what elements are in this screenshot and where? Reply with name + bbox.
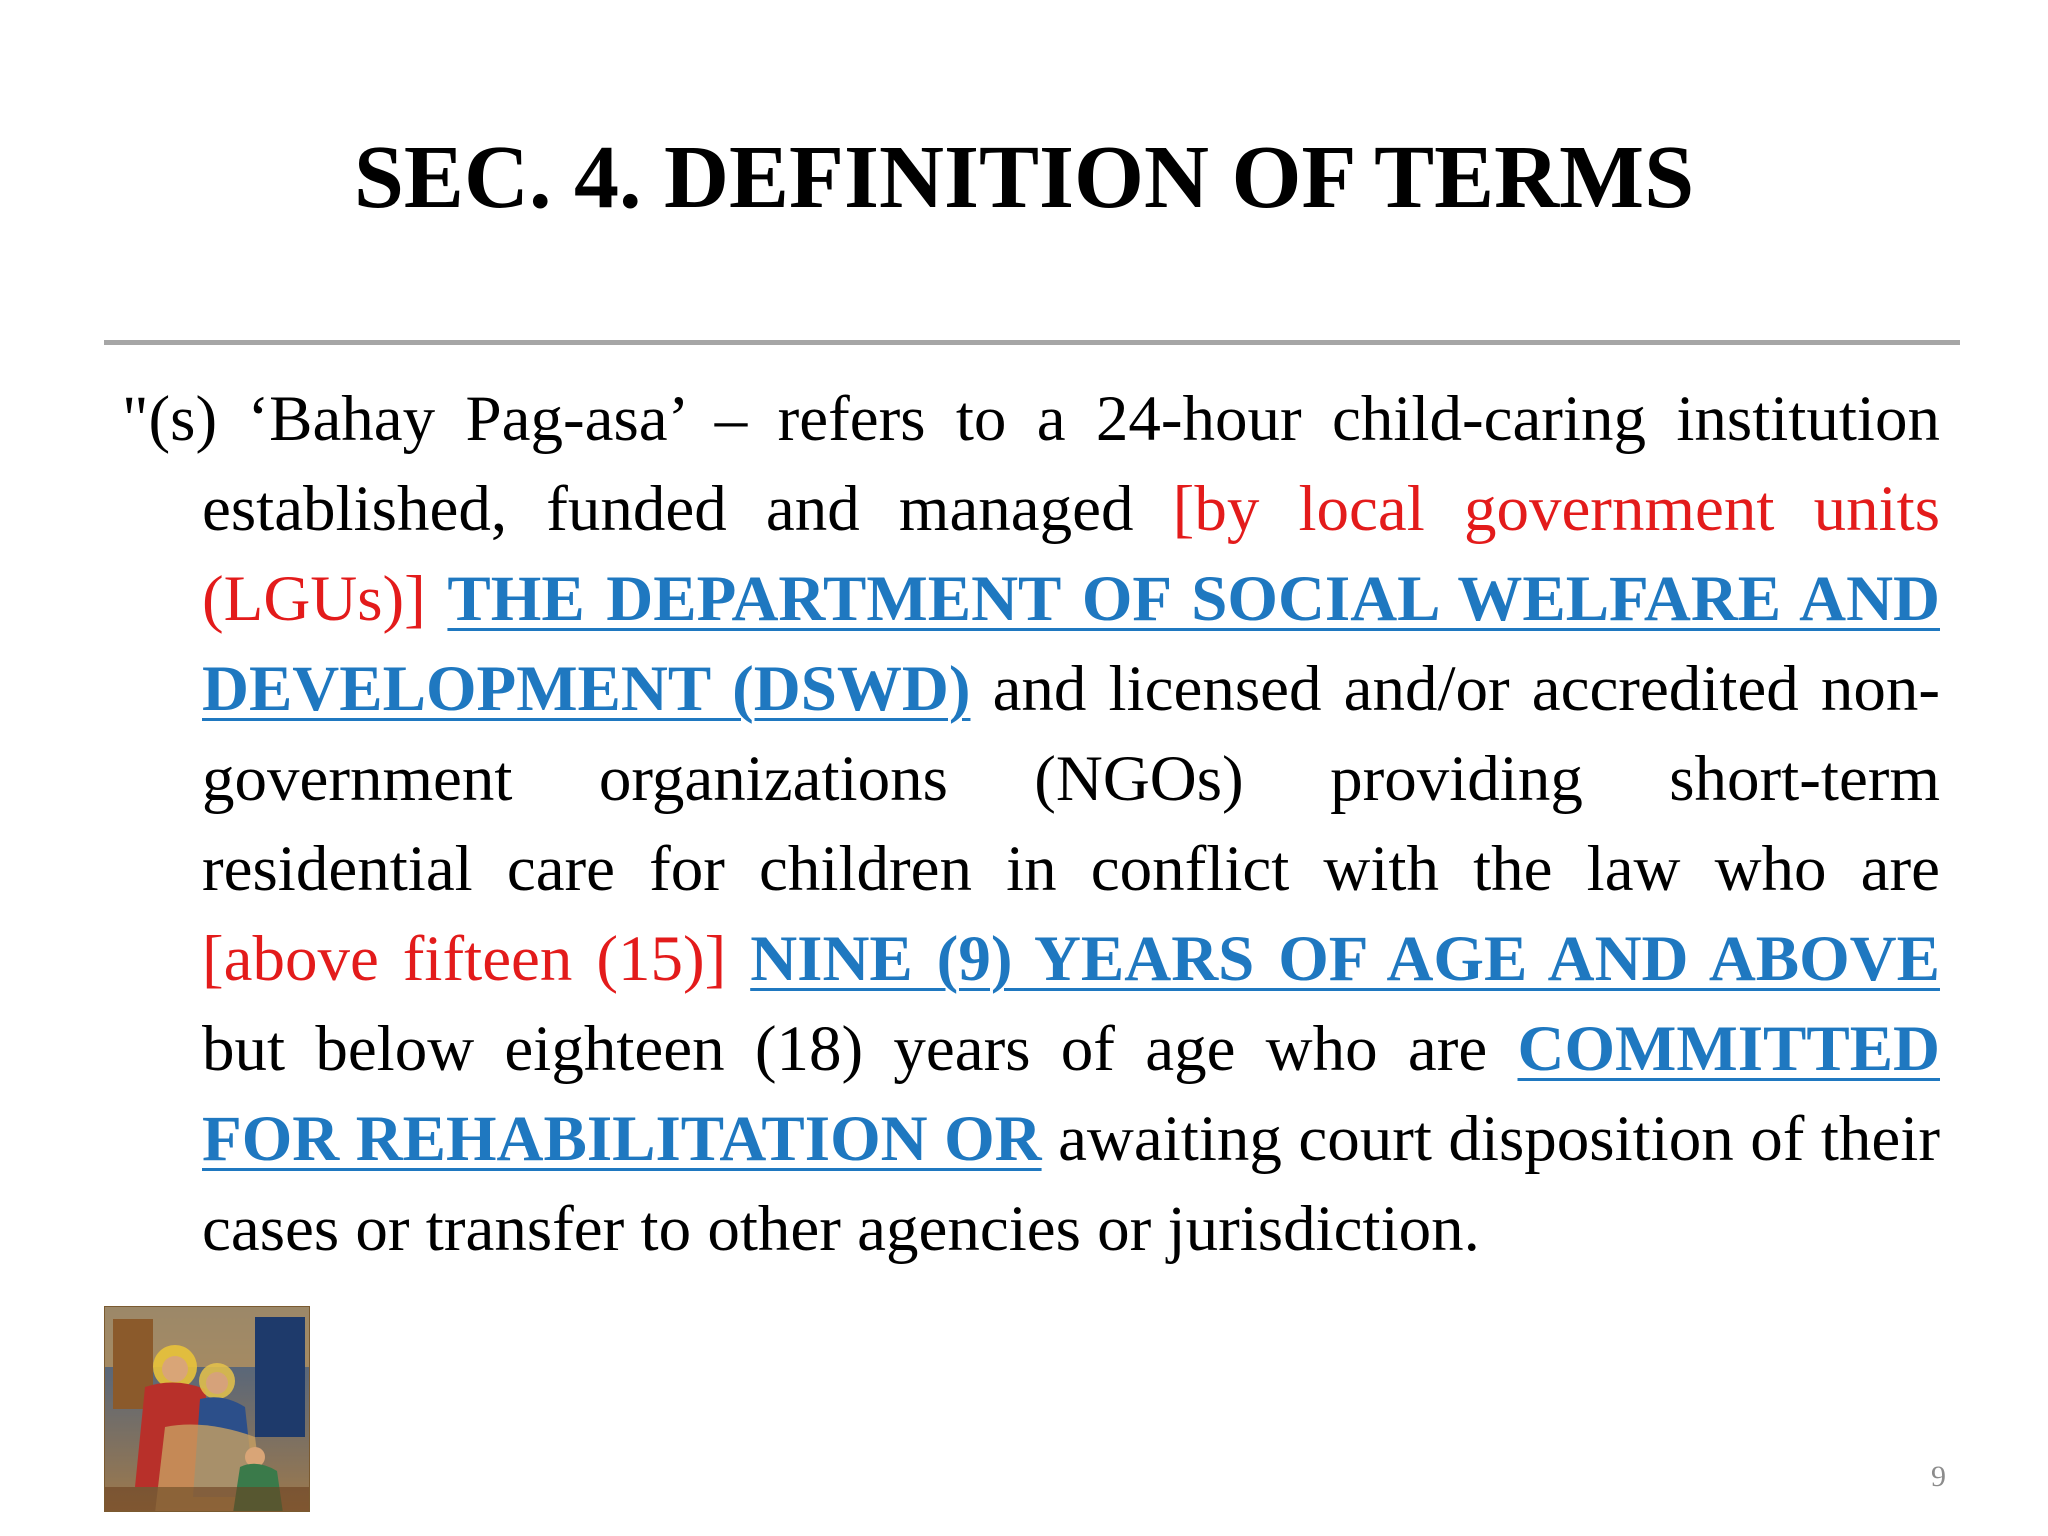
title-divider [104,340,1960,345]
religious-painting-icon [104,1306,310,1512]
definition-text-1: "(s) ‘Bahay Pag-asa’ – refers to a 24-hour child-caring institution established, funded and managed [122,383,1940,545]
slide-title: SEC. 4. DEFINITION OF TERMS [353,128,1695,227]
painting-graphic [105,1307,310,1512]
definition-text-4: awaiting court disposition of their cases or transfer to other agencies or jurisdiction. [202,1103,1940,1265]
deleted-text-lgus: [by local government units (LGUs)] [202,473,1940,635]
inserted-text-committed: COMMITTED FOR REHABILITATION OR [202,1013,1940,1175]
page-number: 9 [1931,1460,1946,1493]
definition-paragraph [122,374,1940,1274]
inserted-text-dswd: THE DEPARTMENT OF SOCIAL WELFARE AND DEVELOPMENT (DSWD) [202,563,1940,725]
deleted-text-age-fifteen: [above fifteen (15)] [202,923,727,995]
inserted-text-age-nine: NINE (9) YEARS OF AGE AND ABOVE [750,923,1940,995]
definition-text-2: and licensed and/or accredited non-government organizations (NGOs) providing short-term residential care for children in conflict with the law who are [202,653,1941,905]
definition-text-3: but below eighteen (18) years of age who are [202,1013,1518,1085]
